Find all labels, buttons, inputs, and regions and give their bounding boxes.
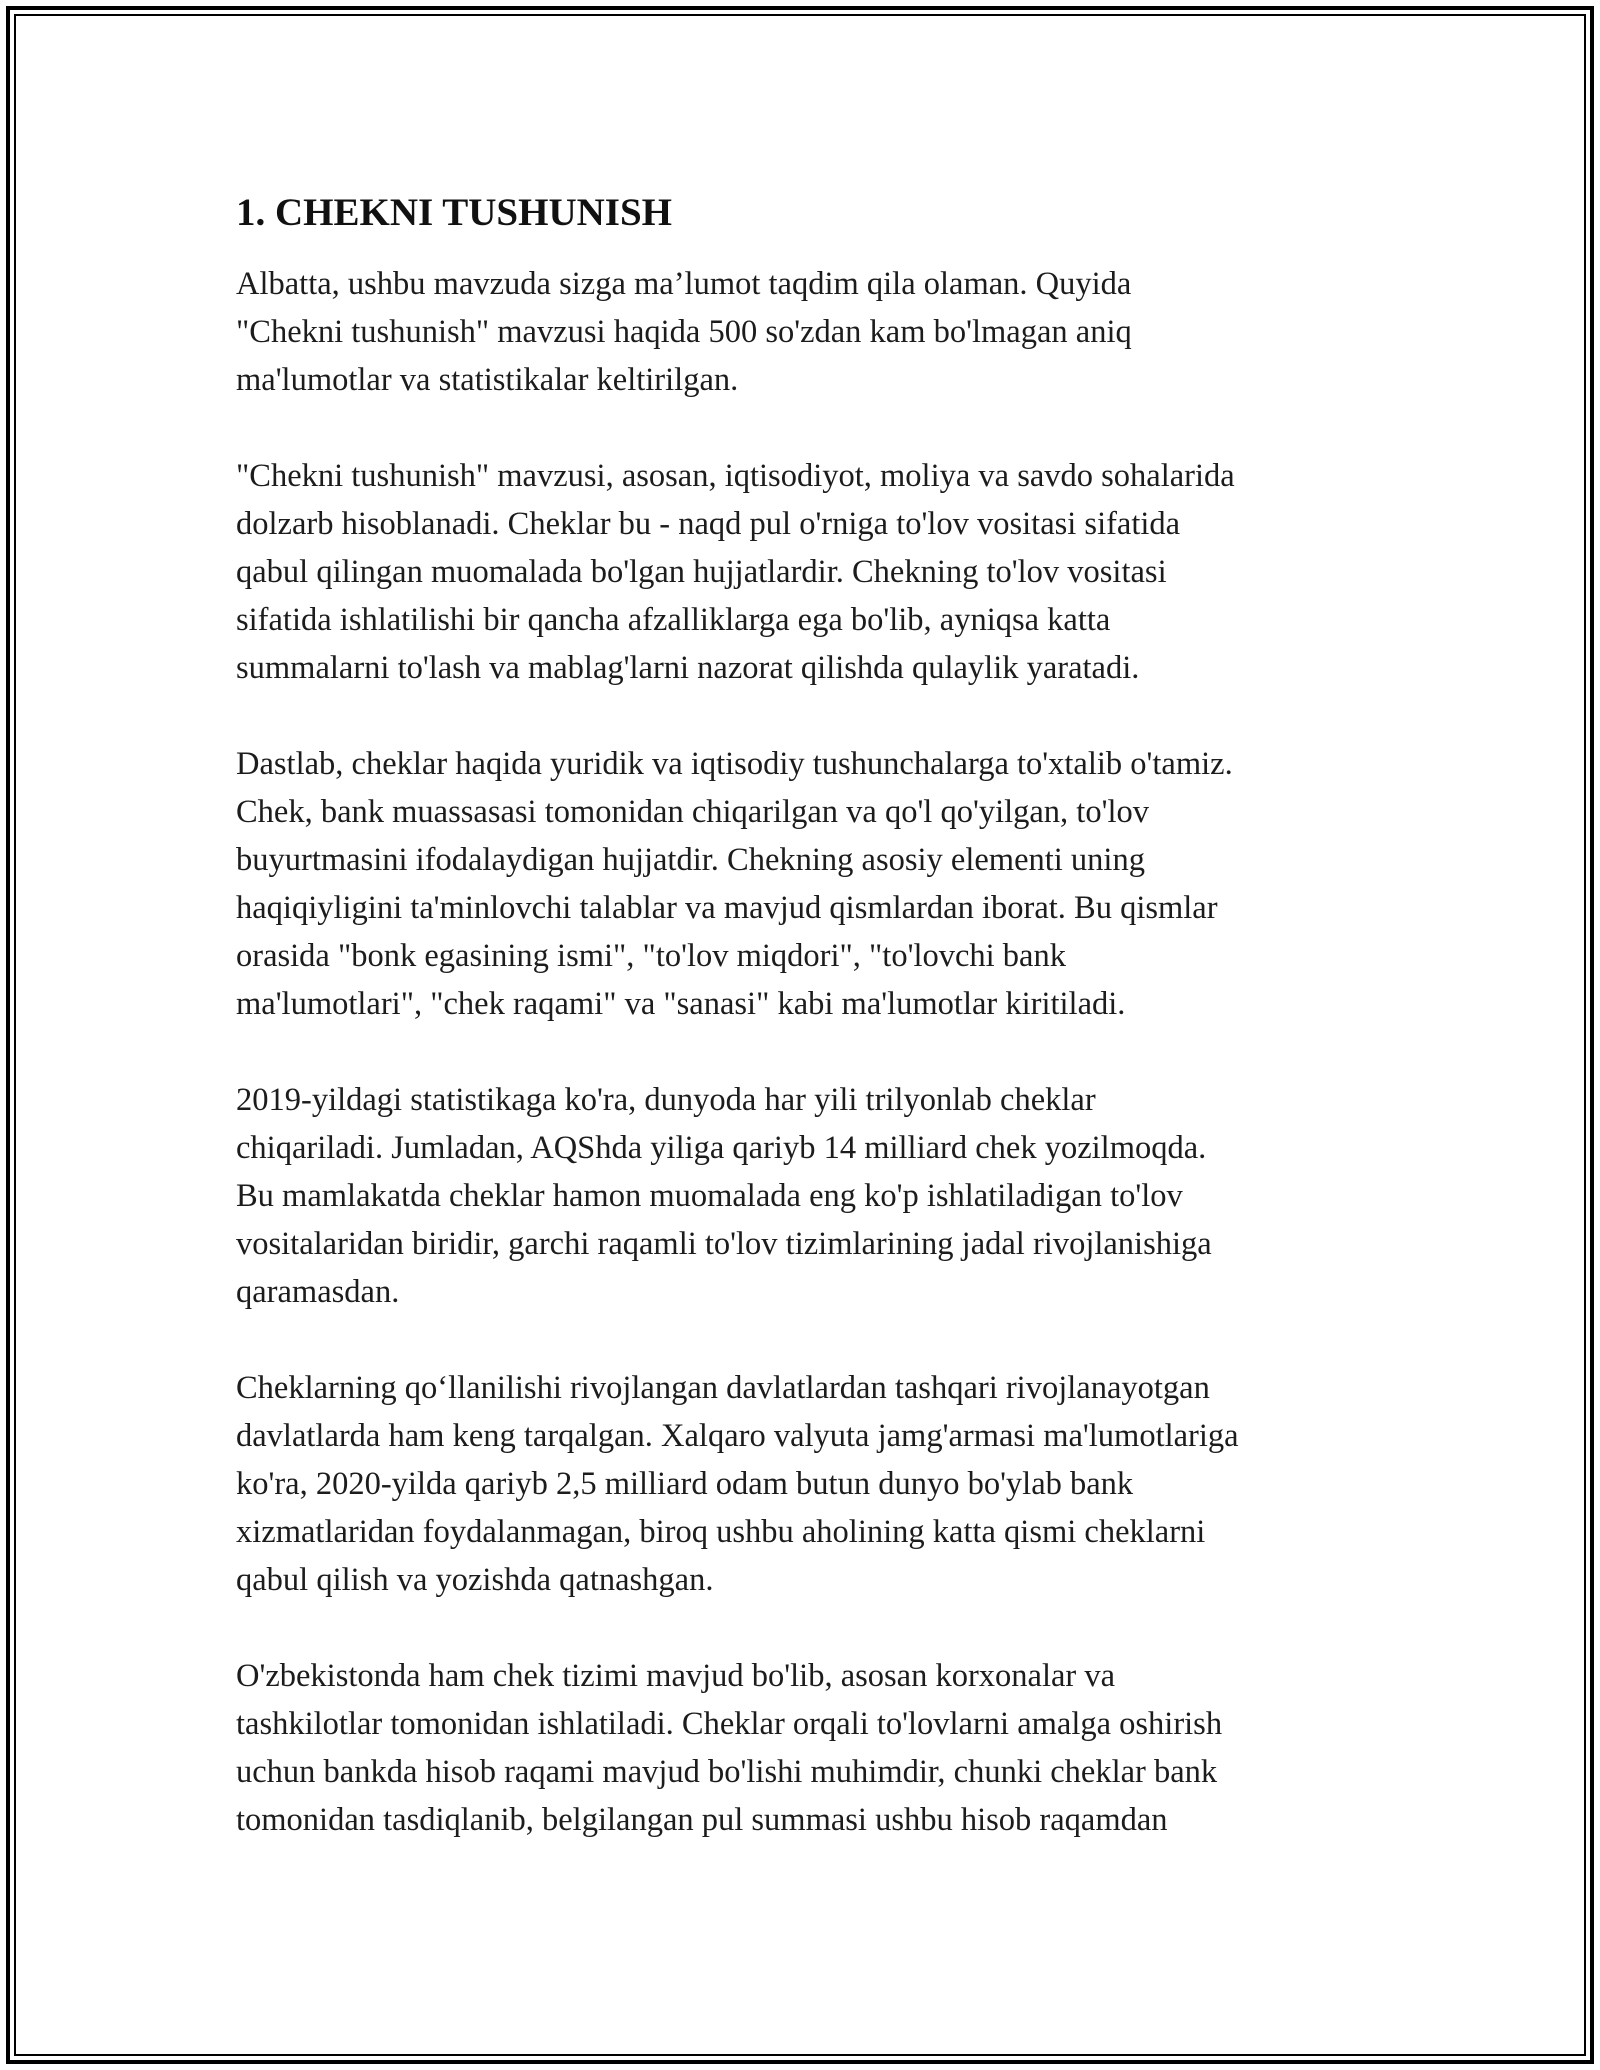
text-line: haqiqiyligini ta'minlovchi talablar va mavjud qismlardan iborat. Bu qismlar: [236, 890, 1218, 926]
text-line: summalarni to'lash va mablag'larni nazorat qilishda qulaylik yaratadi.: [236, 650, 1140, 686]
text-line: Albatta, ushbu mavzuda sizga ma’lumot taqdim qila olaman. Quyida: [236, 266, 1132, 302]
document-body: [236, 184, 1386, 1892]
paragraph-intro: [236, 260, 1386, 404]
text-line: uchun bankda hisob raqami mavjud bo'lishi muhimdir, chunki cheklar bank: [236, 1754, 1218, 1790]
text-line: vositalaridan biridir, garchi raqamli to'lov tizimlarining jadal rivojlanishiga: [236, 1226, 1212, 1262]
text-line: ma'lumotlari", "chek raqami" va "sanasi" kabi ma'lumotlar kiritiladi.: [236, 986, 1126, 1022]
text-line: sifatida ishlatilishi bir qancha afzalliklarga ega bo'lib, ayniqsa katta: [236, 602, 1111, 638]
text-line: chiqariladi. Jumladan, AQShda yiliga qariyb 14 milliard chek yozilmoqda.: [236, 1130, 1207, 1166]
text-line: xizmatlaridan foydalanmagan, biroq ushbu aholining katta qismi cheklarni: [236, 1514, 1206, 1550]
text-line: qabul qilingan muomalada bo'lgan hujjatlardir. Chekning to'lov vositasi: [236, 554, 1167, 590]
text-line: "Chekni tushunish" mavzusi, asosan, iqtisodiyot, moliya va savdo sohalarida: [236, 458, 1235, 494]
text-line: O'zbekistonda ham chek tizimi mavjud bo'lib, asosan korxonalar va: [236, 1658, 1116, 1694]
paragraph-developing-countries: [236, 1364, 1386, 1604]
paragraph-definition: [236, 452, 1386, 692]
text-line: tomonidan tasdiqlanib, belgilangan pul summasi ushbu hisob raqamdan: [236, 1802, 1168, 1838]
text-line: Chek, bank muassasasi tomonidan chiqarilgan va qo'l qo'yilgan, to'lov: [236, 794, 1149, 830]
paragraph-statistics-2019: [236, 1076, 1386, 1316]
text-line: qaramasdan.: [236, 1274, 400, 1310]
paragraph-legal-concepts: [236, 740, 1386, 1028]
text-line: "Chekni tushunish" mavzusi haqida 500 so'zdan kam bo'lmagan aniq: [236, 314, 1132, 350]
text-line: tashkilotlar tomonidan ishlatiladi. Cheklar orqali to'lovlarni amalga oshirish: [236, 1706, 1223, 1742]
text-line: qabul qilish va yozishda qatnashgan.: [236, 1562, 714, 1598]
text-line: Dastlab, cheklar haqida yuridik va iqtisodiy tushunchalarga to'xtalib o'tamiz.: [236, 746, 1233, 782]
paragraph-uzbekistan: [236, 1652, 1386, 1844]
text-line: buyurtmasini ifodalaydigan hujjatdir. Chekning asosiy elementi uning: [236, 842, 1145, 878]
text-line: orasida "bonk egasining ismi", "to'lov miqdori", "to'lovchi bank: [236, 938, 1066, 974]
text-line: dolzarb hisoblanadi. Cheklar bu - naqd pul o'rniga to'lov vositasi sifatida: [236, 506, 1181, 542]
text-line: ma'lumotlar va statistikalar keltirilgan.: [236, 362, 739, 398]
text-line: ko'ra, 2020-yilda qariyb 2,5 milliard odam butun dunyo bo'ylab bank: [236, 1466, 1134, 1502]
text-line: Bu mamlakatda cheklar hamon muomalada eng ko'p ishlatiladigan to'lov: [236, 1178, 1183, 1214]
section-heading: 1. CHEKNI TUSHUNISH: [236, 191, 672, 234]
text-line: davlatlarda ham keng tarqalgan. Xalqaro valyuta jamg'armasi ma'lumotlariga: [236, 1418, 1239, 1454]
text-line: 2019-yildagi statistikaga ko'ra, dunyoda har yili trilyonlab cheklar: [236, 1082, 1096, 1118]
text-line: Cheklarning qo‘llanilishi rivojlangan davlatlardan tashqari rivojlanayotgan: [236, 1370, 1210, 1406]
